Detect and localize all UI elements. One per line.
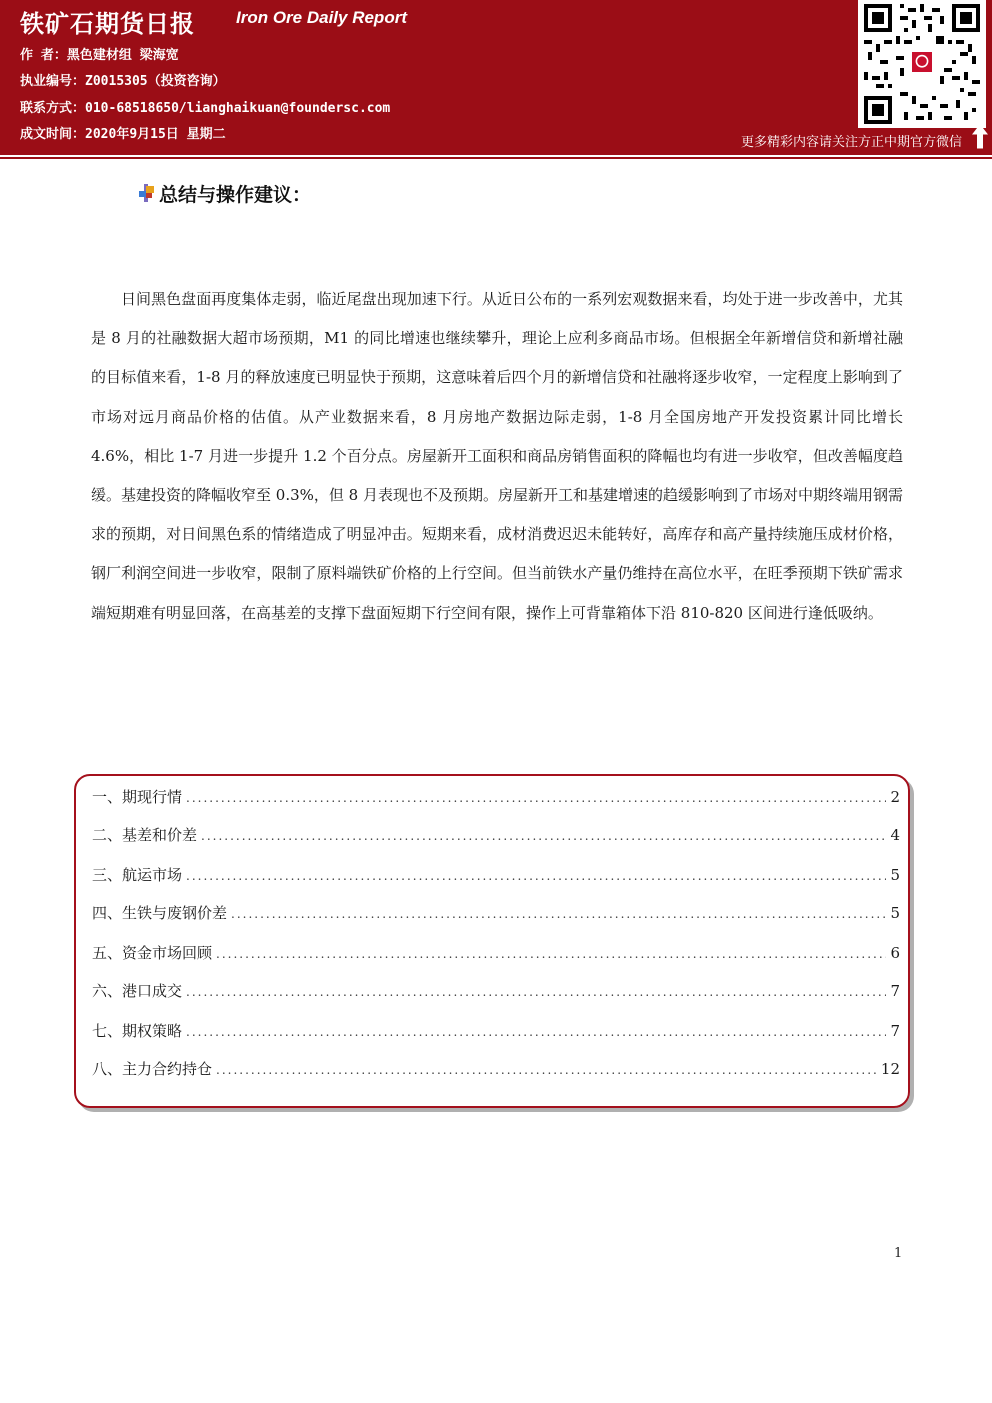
header-divider <box>0 152 992 155</box>
license-line <box>20 70 226 89</box>
author-label: 作 者： <box>20 48 67 63</box>
report-title-en: Iron Ore Daily Report <box>236 8 407 27</box>
toc-leader-dots <box>186 791 886 805</box>
toc-item-title: 七、期权策略 <box>92 1022 183 1040</box>
header-divider-thin <box>0 157 992 159</box>
toc-leader-dots <box>231 907 886 921</box>
toc-leader-dots <box>186 1025 886 1039</box>
toc-item-page: 2 <box>890 788 900 806</box>
toc-item[interactable] <box>92 786 900 808</box>
toc-item[interactable] <box>92 824 900 846</box>
toc-item-page: 5 <box>890 904 900 922</box>
license-label: 执业编号： <box>20 74 86 89</box>
contact-value[interactable]: 010-68518650/lianghaikuan@foundersc.com <box>85 101 391 116</box>
toc-leader-dots <box>216 1063 877 1077</box>
toc-item-page: 12 <box>880 1060 900 1078</box>
toc-item-title: 六、港口成交 <box>92 982 183 1000</box>
toc-item[interactable] <box>92 980 900 1002</box>
summary-paragraph: 日间黑色盘面再度集体走弱，临近尾盘出现加速下行。从近日公布的一系列宏观数据来看，均处于进一步改善中，尤其是 8 月的社融数据大超市场预期，M1 的同比增速也继续攀升，理论上应利多商品市场。但根据全年新增信贷和新增社融的目标值来看，1-8 月的释放速度已明显快于预期，这意味着后四个月的新增信贷和社融将逐步收窄，一定程度上影响到了市场对远月商品价格的估值。从产业数据来看，8 月房地产数据边际走弱，1-8 月全国房地产开发投资累计同比增长 4.6%，相比 1-7 月进一步提升 1.2 个百分点。房屋新开工面积和商品房销售面积的降幅也均有进一步收窄，但改善幅度趋缓。基建投资的降幅收窄至 0.3%，但 8 月表现也不及预期。房屋新开工和基建增速的趋缓影响到了市场对中期终端用钢需求的预期，对日间黑色系的情绪造成了明显冲击。短期来看，成材消费迟迟未能转好，高库存和高产量持续施压成材价格，钢厂利润空间进一步收窄，限制了原料端铁矿价格的上行空间。但当前铁水产量仍维持在高位水平，在旺季预期下铁矿需求端短期难有明显回落，在高基差的支撑下盘面短期下行空间有限，操作上可背靠箱体下沿 810-820 区间进行逢低吸纳。 <box>91 290 903 622</box>
arrow-up-icon <box>972 124 988 150</box>
toc-item[interactable] <box>92 864 900 886</box>
toc-item-page: 7 <box>890 982 900 1000</box>
section-heading <box>137 180 311 206</box>
date-line <box>20 123 226 142</box>
contact-label: 联系方式： <box>20 101 86 116</box>
toc-item-title: 三、航运市场 <box>92 866 183 884</box>
toc-leader-dots <box>216 947 886 961</box>
author-line <box>20 44 179 63</box>
date-label: 成文时间： <box>20 127 86 142</box>
toc-item-title: 二、基差和价差 <box>92 826 198 844</box>
report-header <box>0 0 992 152</box>
toc-item[interactable] <box>92 1058 900 1080</box>
toc-item-page: 7 <box>890 1022 900 1040</box>
date-value: 2020年9月15日 星期二 <box>85 127 226 142</box>
toc-item-title: 八、主力合约持仓 <box>92 1060 213 1078</box>
toc-item-page: 5 <box>890 866 900 884</box>
license-value: Z0015305（投资咨询） <box>85 74 226 89</box>
toc-item-title: 五、资金市场回顾 <box>92 944 213 962</box>
toc-item[interactable] <box>92 942 900 964</box>
toc-item-title: 四、生铁与废钢价差 <box>92 904 228 922</box>
author-value: 黑色建材组 梁海宽 <box>66 48 179 63</box>
qr-code-icon <box>858 0 986 128</box>
section-heading-text: 总结与操作建议： <box>159 183 312 206</box>
toc-leader-dots <box>186 985 886 999</box>
page-number: 1 <box>894 1246 903 1261</box>
toc-item[interactable] <box>92 1020 900 1042</box>
follow-wechat-text: 更多精彩内容请关注方正中期官方微信 <box>740 135 962 150</box>
toc-item-page: 4 <box>890 826 900 844</box>
toc-leader-dots <box>186 869 886 883</box>
table-of-contents <box>74 774 910 1108</box>
toc-item-page: 6 <box>890 944 900 962</box>
toc-item[interactable] <box>92 902 900 924</box>
colored-flag-icon <box>137 182 157 204</box>
contact-line <box>20 97 390 116</box>
toc-leader-dots <box>201 829 886 843</box>
report-title-cn: 铁矿石期货日报 <box>20 10 195 38</box>
toc-item-title: 一、期现行情 <box>92 788 183 806</box>
